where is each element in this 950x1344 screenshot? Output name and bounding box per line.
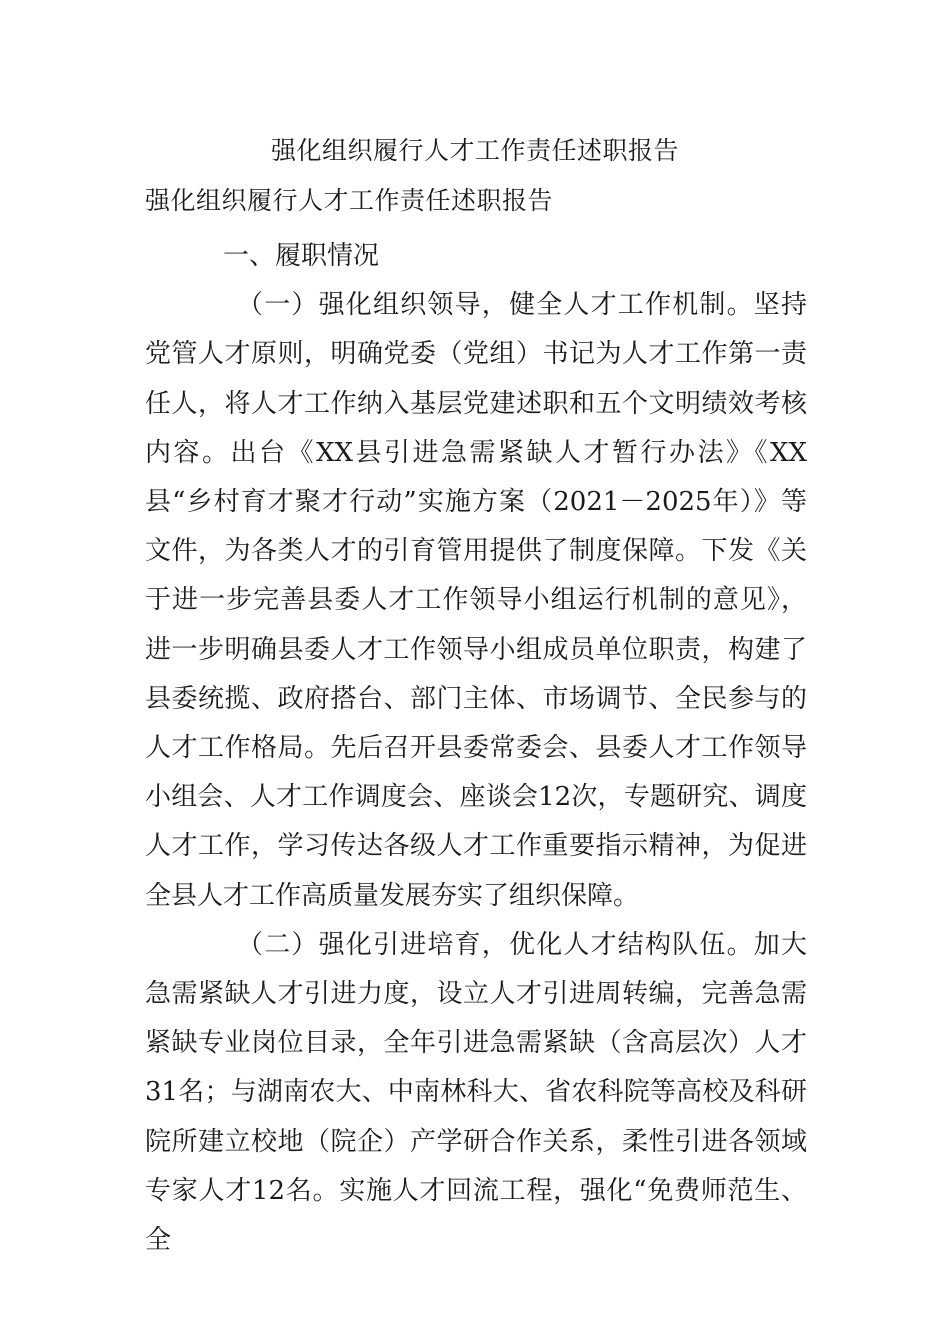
body-paragraph-2: （二）强化引进培育，优化人才结构队伍。加大急需紧缺人才引进力度，设立人才引进周转编，完善急需紧缺专业岗位目录，全年引进急需紧缺（含高层次）人才31名；与湖南农大、中南林科大、省农科院等高校及科研院所建立校地（院企）产学研合作关系，柔性引进各领域专家人才12名。实施人才回流工程，强化“免费师范生、全 [145, 929, 807, 1256]
document-subtitle: 强化组织履行人才工作责任述职报告 [145, 186, 554, 215]
section-heading: 一、履职情况 [223, 241, 380, 271]
body-paragraph-1: （一）强化组织领导，健全人才工作机制。坚持党管人才原则，明确党委（党组）书记为人才工作第一责任人，将人才工作纳入基层党建述职和五个文明绩效考核内容。出台《XX县引进急需紧缺人才暂行办法》《XX县“乡村育才聚才行动”实施方案（2021－2025年）》等文件，为各类人才的引育管用提供了制度保障。下发《关于进一步完善县委人才工作领导小组运行机制的意见》，进一步明确县委人才工作领导小组成员单位职责，构建了县委统揽、政府搭台、部门主体、市场调节、全民参与的人才工作格局。先后召开县委常委会、县委人才工作领导小组会、人才工作调度会、座谈会12次，专题研究、调度人才工作，学习传达各级人才工作重要指示精神，为促进全县人才工作高质量发展夯实了组织保障。 [145, 290, 807, 911]
document-body [145, 232, 807, 1265]
document-title: 强化组织履行人才工作责任述职报告 [270, 136, 679, 165]
